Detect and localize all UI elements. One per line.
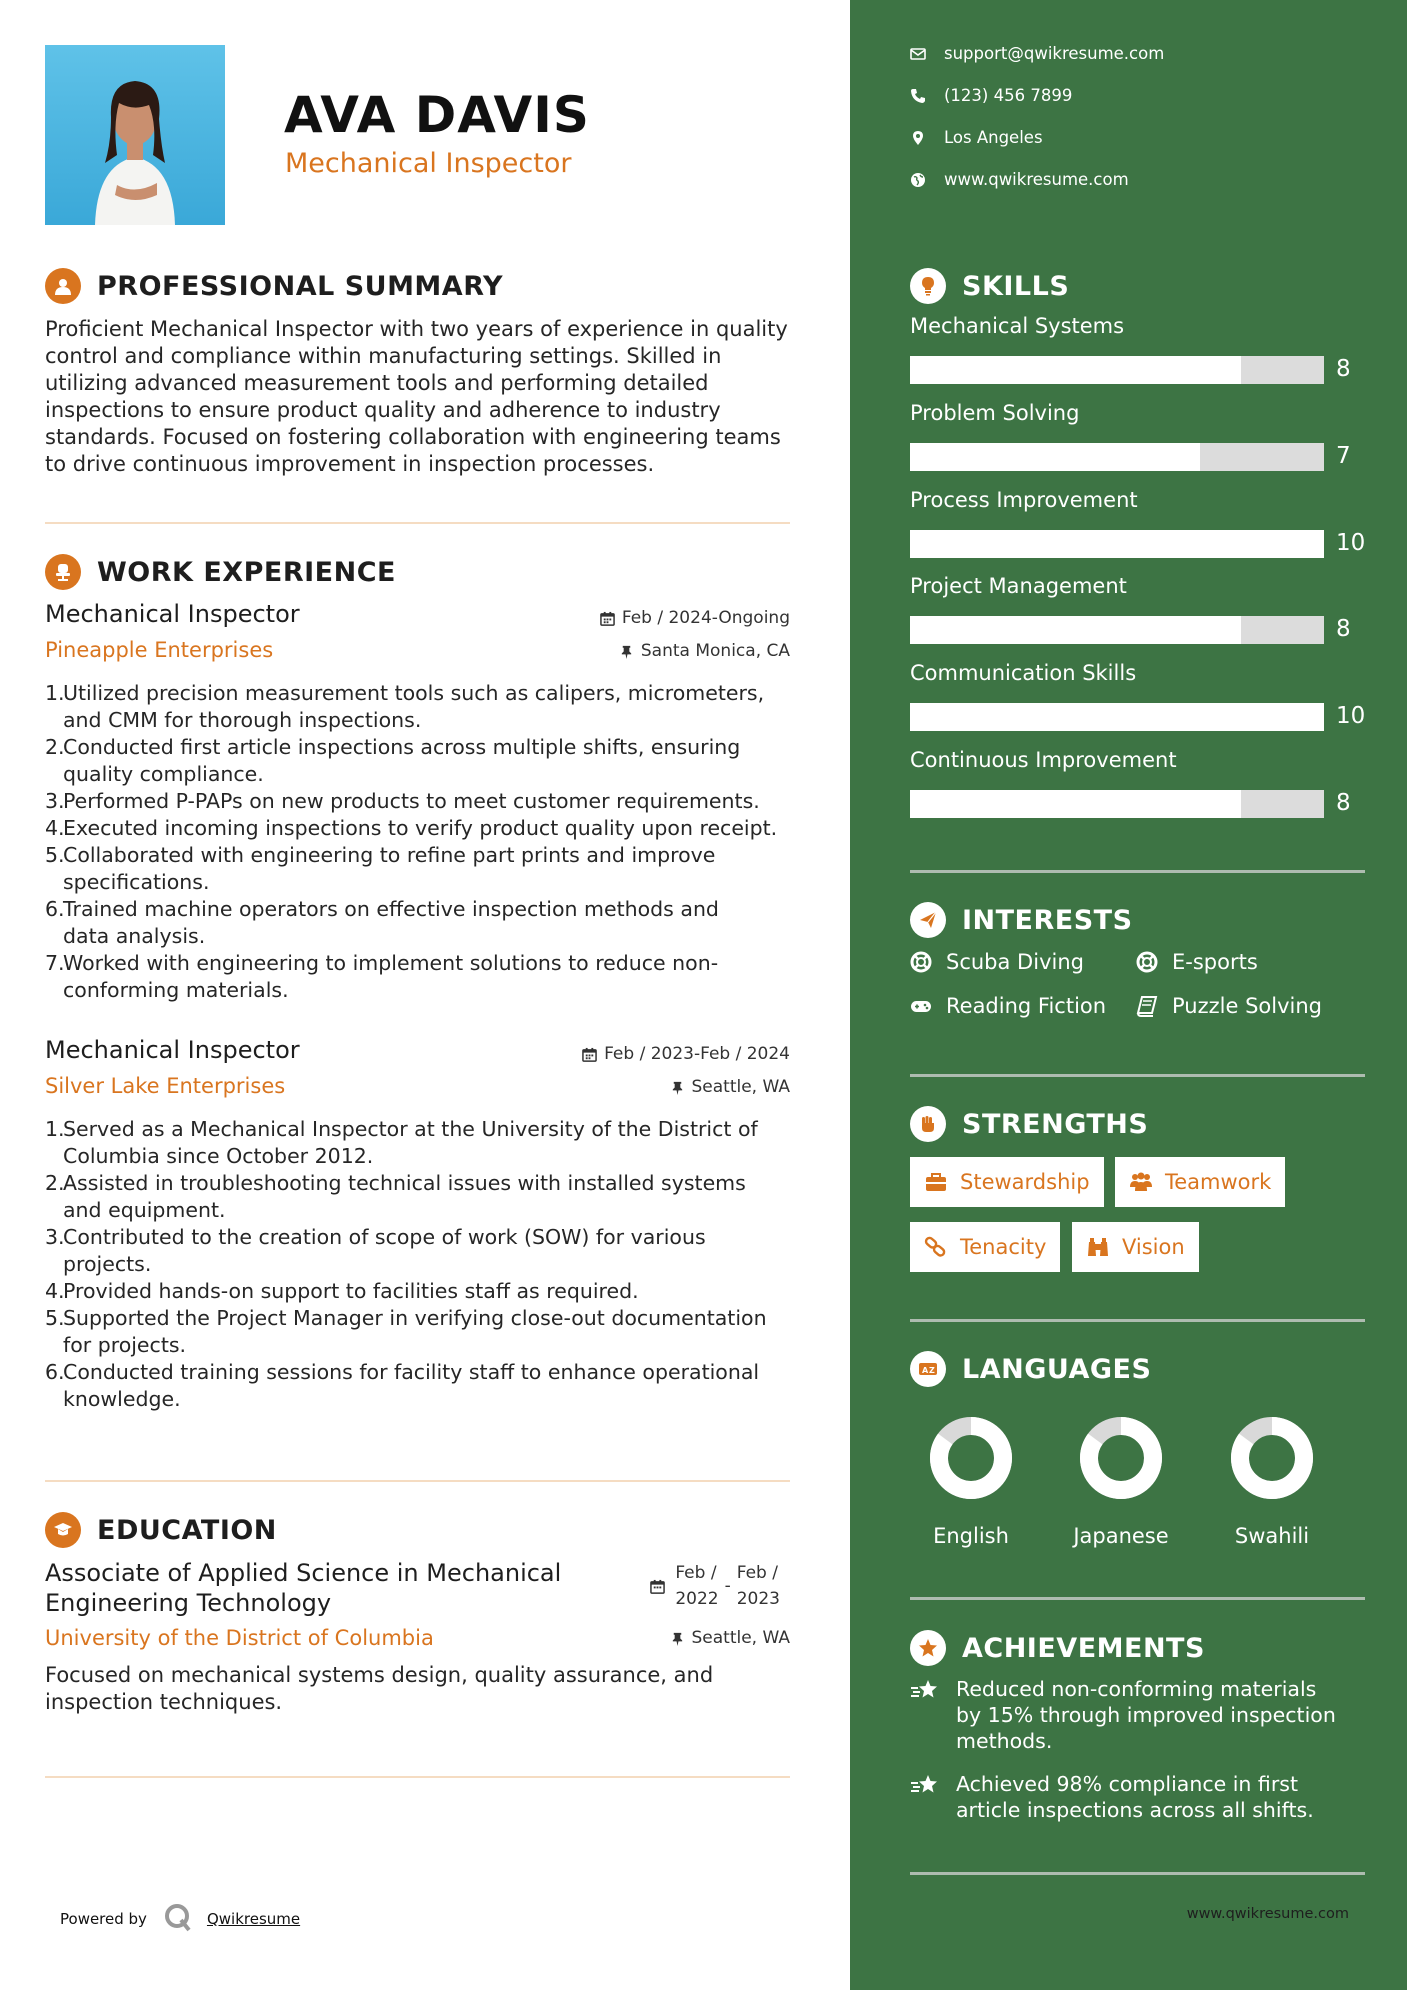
gamepad-icon xyxy=(910,995,932,1017)
language-item xyxy=(1066,1416,1176,1548)
summary-text xyxy=(45,316,795,478)
map-marker-icon xyxy=(910,130,926,146)
section-divider xyxy=(45,1776,790,1778)
skill-bar xyxy=(910,616,1324,644)
job-title: Mechanical Inspector xyxy=(45,1036,300,1064)
duty-item: 5. Supported the Project Manager in verifying close-out documentation for projects. xyxy=(45,1306,767,1357)
education-heading xyxy=(45,1512,277,1548)
summary-line: to drive continuous improvement in inspection processes. xyxy=(45,452,655,476)
strengths-heading: STRENGTHS xyxy=(910,1106,1148,1142)
summary-line: inspections to ensure product quality and adherence to industry xyxy=(45,398,721,422)
duty-item: 6. Trained machine operators on effective inspection methods and data analysis. xyxy=(45,897,719,948)
skill-name: Problem Solving xyxy=(910,401,1080,425)
skill-value: 10 xyxy=(1336,703,1366,729)
skills-heading: SKILLS xyxy=(910,268,1069,304)
language-item xyxy=(1217,1416,1327,1548)
skill-bar xyxy=(910,356,1324,384)
pin-icon xyxy=(619,644,634,659)
link-icon xyxy=(924,1236,948,1258)
job-date-text: Feb / 2024-Ongoing xyxy=(621,608,790,628)
summary-heading xyxy=(45,268,503,304)
duty-item: 3. Contributed to the creation of scope of work (SOW) for various projects. xyxy=(45,1225,706,1276)
interests-heading: INTERESTS xyxy=(910,902,1133,938)
strength-badge: Vision xyxy=(1072,1222,1199,1272)
summary-line: utilizing advanced measurement tools and performing detailed xyxy=(45,371,709,395)
star-badge-icon xyxy=(910,1630,946,1666)
section-divider xyxy=(45,1480,790,1482)
duty-item: 1. Served as a Mechanical Inspector at the University of the District of Columbia since October 2012. xyxy=(45,1117,758,1168)
job-company: Pineapple Enterprises xyxy=(45,638,274,662)
shooting-star-icon xyxy=(910,1773,940,1799)
start-date: Feb / 2022 xyxy=(675,1563,719,1609)
sidebar-divider xyxy=(910,1872,1365,1875)
duty-item: 4. Executed incoming inspections to verify product quality upon receipt. xyxy=(45,816,778,840)
language-donut xyxy=(1079,1416,1163,1500)
office-chair-icon xyxy=(45,554,81,590)
powered-by xyxy=(60,1902,300,1936)
powered-by-label: Powered by xyxy=(60,1910,147,1928)
duty-item: 2. Assisted in troubleshooting technical issues with installed systems and equipment. xyxy=(45,1171,746,1222)
binoculars-icon xyxy=(1086,1236,1110,1258)
education-dates xyxy=(650,1560,780,1612)
end-date: Feb / 2023 xyxy=(736,1563,780,1609)
svg-text:A: A xyxy=(922,1366,929,1375)
candidate-title: Mechanical Inspector xyxy=(285,148,572,179)
skill-bar xyxy=(910,703,1324,731)
summary-line: standards. Focused on fostering collaboration with engineering teams xyxy=(45,425,781,449)
duty-item: 2. Conducted first article inspections across multiple shifts, ensuring quality compliance. xyxy=(45,735,741,786)
strength-badge: Stewardship xyxy=(910,1157,1104,1207)
pin-icon xyxy=(670,1631,685,1646)
footer-website[interactable]: www.qwikresume.com xyxy=(1186,1906,1349,1922)
languages-heading: A Z LANGUAGES xyxy=(910,1351,1151,1387)
interest-item: E-sports xyxy=(1136,950,1258,974)
job-date-text: Feb / 2023-Feb / 2024 xyxy=(604,1044,790,1064)
contact-website[interactable]: www.qwikresume.com xyxy=(910,170,1129,189)
qwikresume-link[interactable]: Qwikresume xyxy=(206,1910,301,1928)
calendar-icon xyxy=(582,1047,597,1062)
candidate-name: AVA DAVIS xyxy=(284,86,590,144)
lifebuoy-icon xyxy=(910,951,932,973)
date-separator: - xyxy=(724,1576,731,1596)
translate-icon xyxy=(910,1351,946,1387)
skill-value: 8 xyxy=(1336,356,1351,382)
calendar-icon xyxy=(650,1579,665,1594)
summary-line: control and compliance within manufacturing settings. Skilled in xyxy=(45,344,722,368)
skill-item xyxy=(910,574,1370,642)
skill-value: 7 xyxy=(1336,443,1351,469)
education-location: Seattle, WA xyxy=(670,1628,791,1648)
achievement-item xyxy=(910,1771,1350,1823)
achievement-text: Reduced non-conforming materials by 15% through improved inspection methods. xyxy=(956,1677,1336,1753)
shooting-star-icon xyxy=(910,1678,940,1704)
skill-name: Project Management xyxy=(910,574,1127,598)
job-duties xyxy=(45,1116,795,1413)
school: University of the District of Columbia xyxy=(45,1626,434,1650)
experience-heading xyxy=(45,554,396,590)
interest-item: Scuba Diving xyxy=(910,950,1084,974)
sidebar-divider xyxy=(910,1597,1365,1600)
interest-item: Reading Fiction xyxy=(910,994,1106,1018)
duty-item: 5. Collaborated with engineering to refine part prints and improve specifications. xyxy=(45,843,716,894)
skill-name: Mechanical Systems xyxy=(910,314,1125,338)
sidebar-divider xyxy=(910,1319,1365,1322)
skill-value: 10 xyxy=(1336,530,1366,556)
language-name: Swahili xyxy=(1234,1524,1310,1548)
duty-item: 1. Utilized precision measurement tools such as calipers, micrometers, and CMM for thorough inspections. xyxy=(45,681,765,732)
job-location xyxy=(619,641,790,661)
profile-photo xyxy=(45,45,225,225)
strength-badge: Tenacity xyxy=(910,1222,1060,1272)
education-entry xyxy=(45,1558,790,1718)
interest-item: Puzzle Solving xyxy=(1136,994,1322,1018)
skill-item xyxy=(910,488,1370,556)
skill-item xyxy=(910,314,1370,382)
skill-name: Continuous Improvement xyxy=(910,748,1177,772)
summary-heading-text: PROFESSIONAL SUMMARY xyxy=(97,270,504,302)
experience-heading-text: WORK EXPERIENCE xyxy=(97,556,396,588)
language-donut xyxy=(929,1416,1013,1500)
phone-icon xyxy=(910,88,926,104)
duty-item: 4. Provided hands-on support to facilities staff as required. xyxy=(45,1279,639,1303)
envelope-icon xyxy=(910,46,926,62)
job-date xyxy=(582,1044,790,1064)
job-entry xyxy=(45,1036,790,1416)
job-location xyxy=(670,1077,791,1097)
skill-item xyxy=(910,661,1370,729)
calendar-icon xyxy=(600,611,615,626)
globe-icon xyxy=(910,172,926,188)
language-item xyxy=(916,1416,1026,1548)
skill-item xyxy=(910,401,1370,469)
users-icon xyxy=(1129,1171,1153,1193)
skill-value: 8 xyxy=(1336,616,1351,642)
degree-line: Engineering Technology xyxy=(45,1589,332,1617)
job-date xyxy=(600,608,790,628)
contact-phone[interactable]: (123) 456 7899 xyxy=(910,86,1072,105)
skill-bar xyxy=(910,443,1324,471)
lightbulb-icon xyxy=(910,268,946,304)
pin-icon xyxy=(670,1080,685,1095)
skill-bar xyxy=(910,530,1324,558)
sidebar-divider xyxy=(910,870,1365,873)
degree-line: Associate of Applied Science in Mechanical xyxy=(45,1559,562,1587)
duty-item: 6. Conducted training sessions for facility staff to enhance operational knowledge. xyxy=(45,1360,760,1411)
user-icon xyxy=(45,268,81,304)
skill-name: Process Improvement xyxy=(910,488,1138,512)
summary-line: Proficient Mechanical Inspector with two years of experience in quality xyxy=(45,317,788,341)
paper-plane-icon xyxy=(910,902,946,938)
education-description: Focused on mechanical systems design, quality assurance, and inspection techniques. xyxy=(45,1663,714,1714)
job-title: Mechanical Inspector xyxy=(45,600,300,628)
lifebuoy-icon xyxy=(1136,951,1158,973)
language-name: English xyxy=(933,1524,1009,1548)
achievements-heading: ACHIEVEMENTS xyxy=(910,1630,1205,1666)
section-divider xyxy=(45,522,790,524)
strength-badge: Teamwork xyxy=(1115,1157,1285,1207)
skill-item xyxy=(910,748,1370,816)
svg-text:Z: Z xyxy=(929,1366,936,1375)
job-entry xyxy=(45,600,790,1010)
duty-item: 3. Performed P-PAPs on new products to meet customer requirements. xyxy=(45,789,760,813)
achievement-text: Achieved 98% compliance in first article inspections across all shifts. xyxy=(956,1772,1314,1822)
skill-name: Communication Skills xyxy=(910,661,1137,685)
job-location-text: Seattle, WA xyxy=(691,1077,790,1097)
job-duties xyxy=(45,680,795,1004)
contact-email[interactable]: support@qwikresume.com xyxy=(910,44,1164,63)
skill-bar xyxy=(910,790,1324,818)
qwikresume-logo-icon xyxy=(163,1902,193,1936)
graduation-cap-icon xyxy=(45,1512,81,1548)
book-icon xyxy=(1136,995,1158,1017)
job-location-text: Santa Monica, CA xyxy=(640,641,790,661)
achievement-item xyxy=(910,1676,1350,1754)
education-heading-text: EDUCATION xyxy=(97,1514,277,1546)
sidebar-divider xyxy=(910,1074,1365,1077)
language-name: Japanese xyxy=(1073,1524,1169,1548)
language-donut xyxy=(1230,1416,1314,1500)
fist-icon xyxy=(910,1106,946,1142)
job-company: Silver Lake Enterprises xyxy=(45,1074,286,1098)
briefcase-icon xyxy=(924,1171,948,1193)
contact-location: Los Angeles xyxy=(910,128,1043,147)
duty-item: 7. Worked with engineering to implement solutions to reduce non- conforming materials. xyxy=(45,951,719,1002)
skill-value: 8 xyxy=(1336,790,1351,816)
